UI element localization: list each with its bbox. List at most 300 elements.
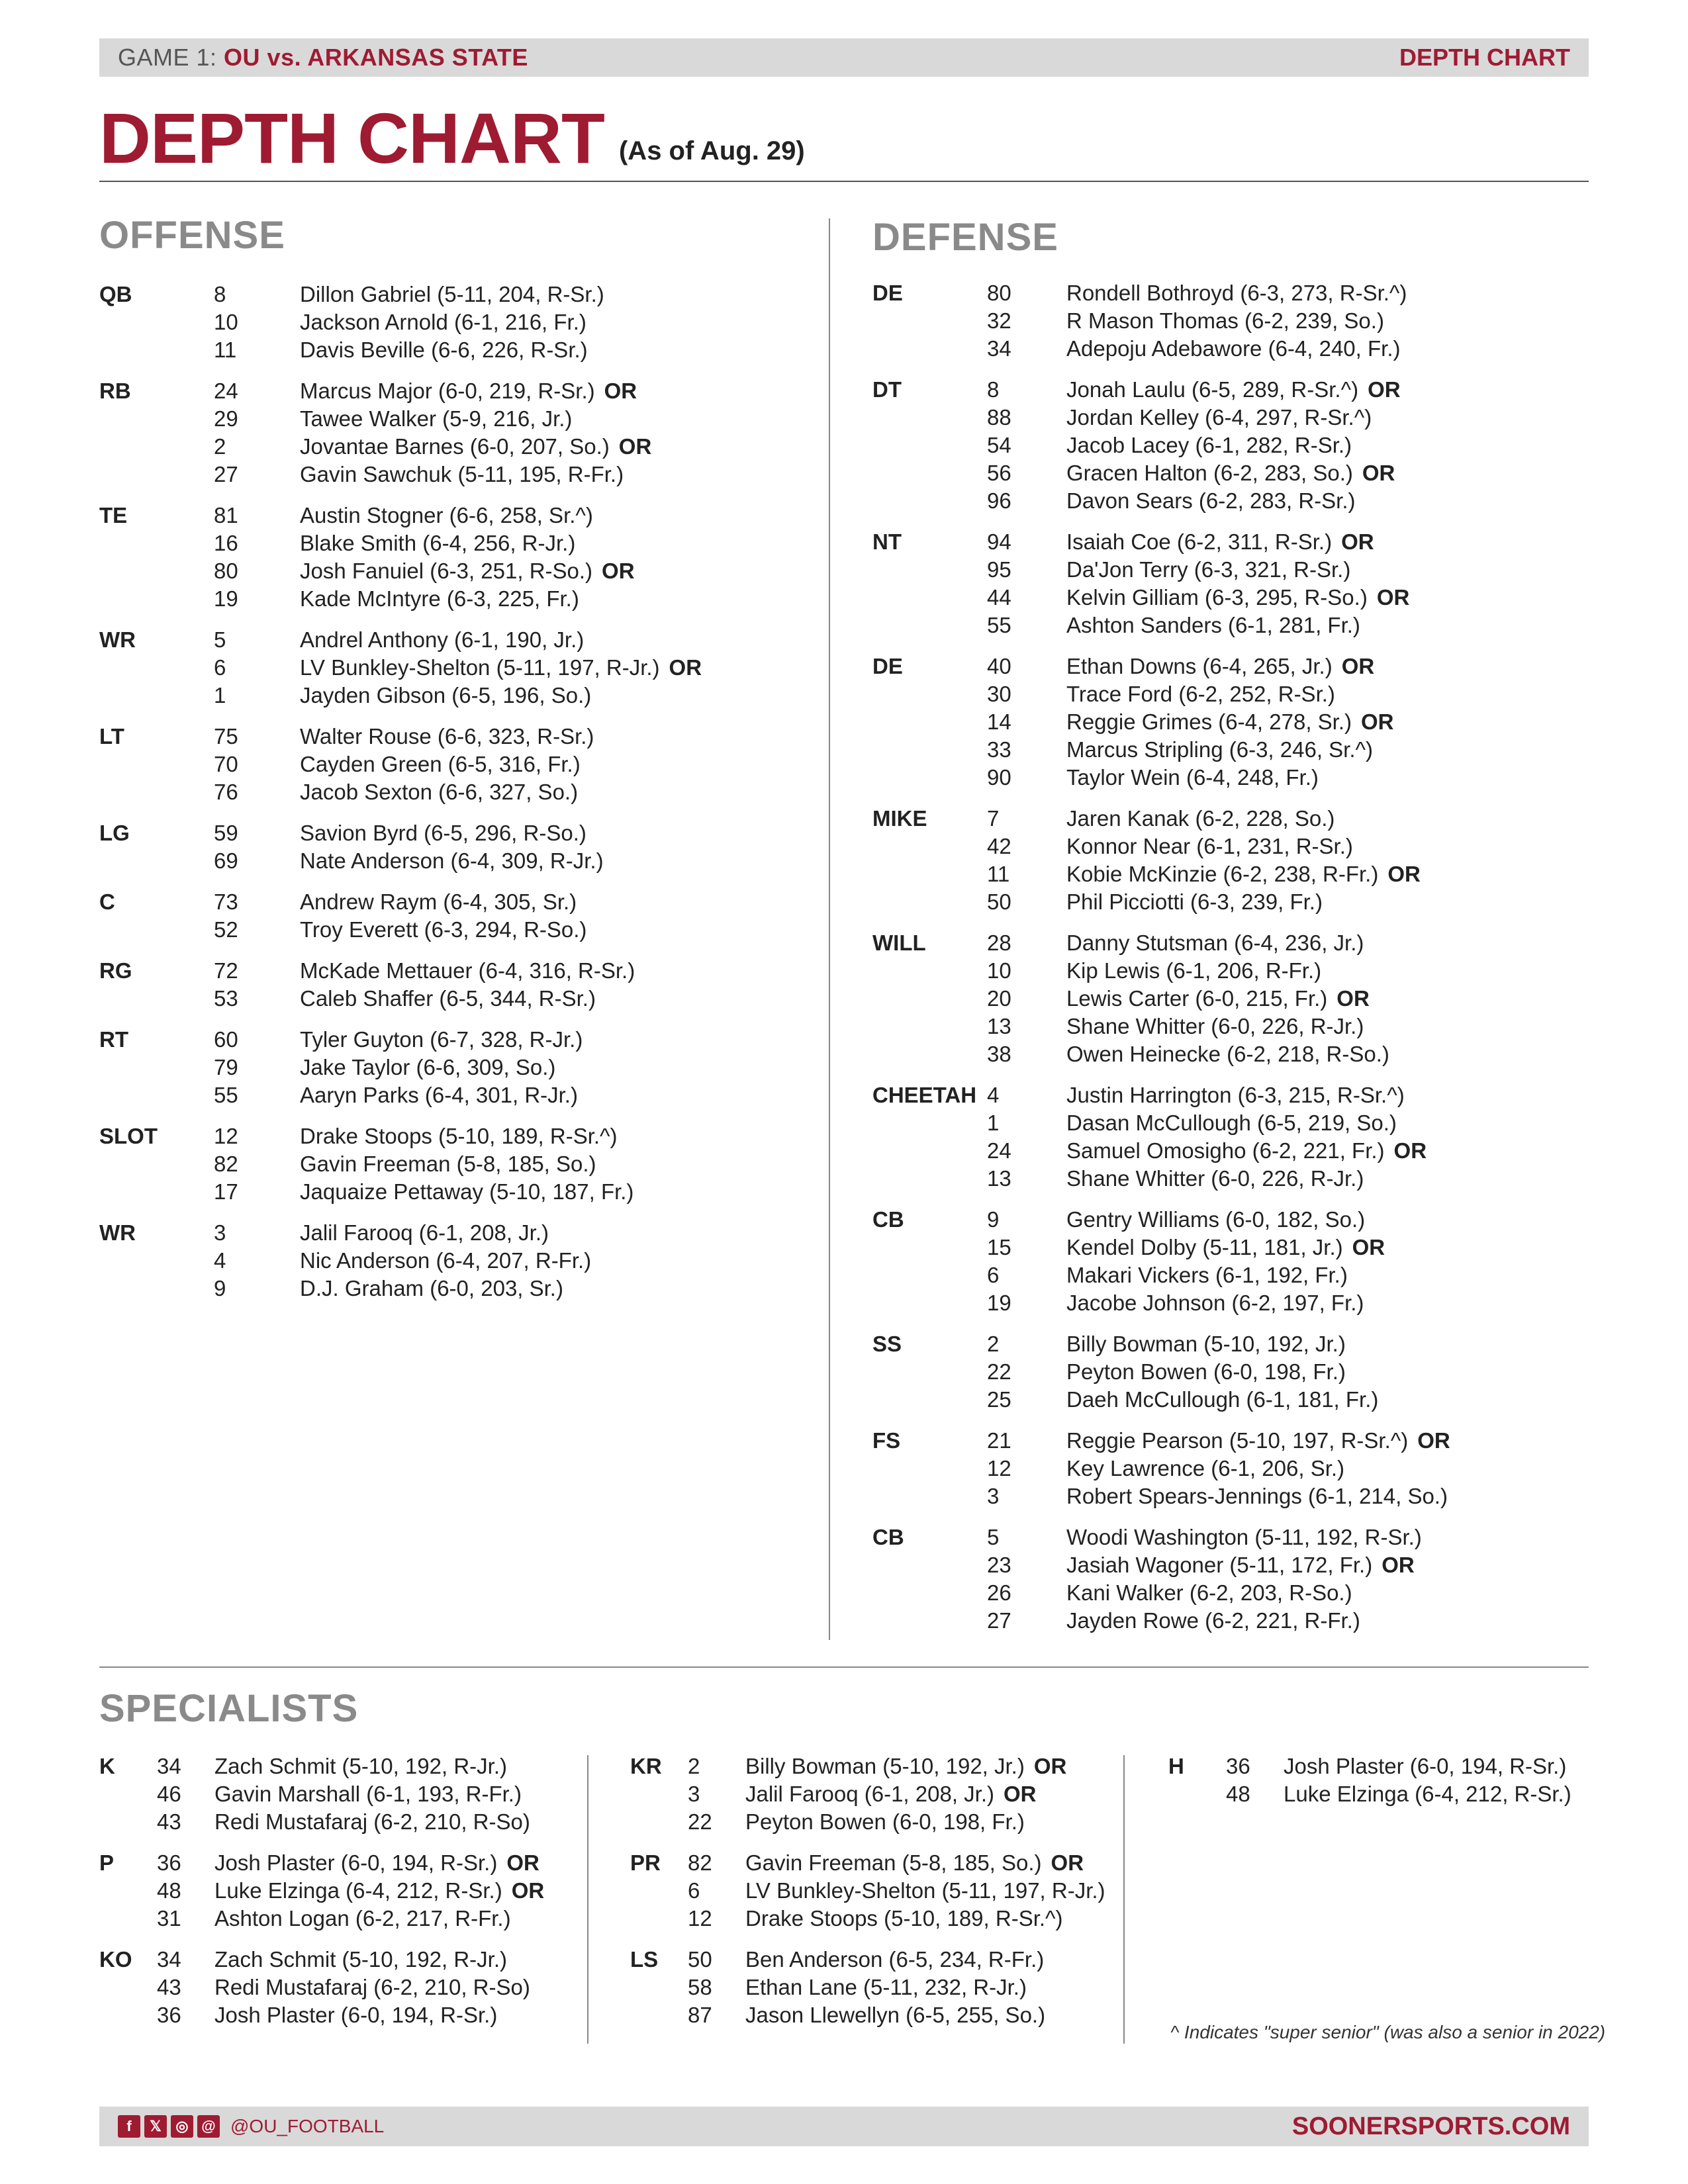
player-info: Peyton Bowen (6-0, 198, Fr.)	[745, 1809, 1025, 1834]
player-row	[872, 1482, 1450, 1510]
or-label: OR	[1382, 1553, 1415, 1577]
position-label	[99, 1877, 157, 1905]
position-label	[99, 1275, 214, 1302]
position-label: WR	[99, 1220, 136, 1245]
position-label	[872, 584, 987, 612]
jersey-number: 60	[214, 1027, 238, 1052]
player-row	[99, 1849, 544, 1877]
position-label	[1168, 1780, 1226, 1808]
jersey-number: 10	[214, 310, 238, 334]
player-row	[630, 1808, 1105, 1836]
position-label	[872, 1358, 987, 1386]
defense-group-nt	[872, 528, 1450, 639]
specialists-group-ko	[99, 1946, 544, 2029]
group-spacer	[99, 709, 702, 723]
player-row	[1168, 1752, 1571, 1780]
player-info: Kani Walker (6-2, 203, R-So.)	[1066, 1580, 1352, 1605]
player-info: Jonah Laulu (6-5, 289, R-Sr.^)	[1066, 377, 1359, 402]
position-label: LT	[99, 724, 124, 749]
player-info: Da'Jon Terry (6-3, 321, R-Sr.)	[1066, 557, 1351, 582]
player-info: Walter Rouse (6-6, 323, R-Sr.)	[300, 724, 594, 749]
jersey-number: 94	[987, 529, 1011, 554]
player-info: Tyler Guyton (6-7, 328, R-Jr.)	[300, 1027, 583, 1052]
group-spacer	[99, 1836, 544, 1849]
group-spacer	[872, 1510, 1450, 1524]
jersey-number: 34	[157, 1754, 181, 1778]
position-label	[630, 2001, 688, 2029]
position-label	[99, 461, 214, 488]
position-label	[872, 1109, 987, 1137]
position-label	[99, 2001, 157, 2029]
player-info: Woodi Washington (5-11, 192, R-Sr.)	[1066, 1525, 1422, 1549]
offense-group-wr	[99, 626, 702, 709]
threads-icon[interactable]: @	[197, 2115, 220, 2138]
player-row	[872, 957, 1450, 985]
defense-group-dt	[872, 376, 1450, 515]
position-label	[872, 888, 987, 916]
offense-group-te	[99, 502, 702, 613]
defense-group-fs	[872, 1427, 1450, 1510]
group-spacer	[99, 1206, 702, 1219]
position-label	[99, 1081, 214, 1109]
player-info: Marcus Major (6-0, 219, R-Sr.)	[300, 379, 595, 403]
player-info: Ashton Sanders (6-1, 281, Fr.)	[1066, 613, 1360, 637]
player-info: Troy Everett (6-3, 294, R-So.)	[300, 917, 587, 942]
position-label	[872, 1482, 987, 1510]
page-subtitle: (As of Aug. 29)	[618, 136, 805, 165]
player-info: Shane Whitter (6-0, 226, R-Jr.)	[1066, 1166, 1364, 1191]
player-row	[99, 1877, 544, 1905]
player-row	[872, 985, 1450, 1013]
position-label	[99, 308, 214, 336]
jersey-number: 21	[987, 1428, 1011, 1453]
jersey-number: 22	[688, 1809, 712, 1834]
position-label	[99, 585, 214, 613]
jersey-number: 69	[214, 848, 238, 873]
player-row	[872, 1579, 1450, 1607]
player-row	[872, 528, 1450, 556]
player-info: Luke Elzinga (6-4, 212, R-Sr.)	[214, 1878, 502, 1903]
player-row	[872, 680, 1450, 708]
player-info: Shane Whitter (6-0, 226, R-Jr.)	[1066, 1014, 1364, 1038]
player-info: Tawee Walker (5-9, 216, Jr.)	[300, 406, 573, 431]
player-row	[99, 751, 702, 778]
player-row	[99, 1178, 702, 1206]
instagram-icon[interactable]: ◎	[171, 2115, 193, 2138]
player-info: Zach Schmit (5-10, 192, R-Jr.)	[214, 1754, 507, 1778]
player-row	[99, 723, 702, 751]
player-info: Jaren Kanak (6-2, 228, So.)	[1066, 806, 1335, 831]
defense-heading: DEFENSE	[872, 216, 1058, 259]
jersey-number: 32	[987, 308, 1011, 333]
specialists-group-h	[1168, 1752, 1571, 1808]
column-divider	[829, 218, 830, 1640]
position-label	[872, 957, 987, 985]
position-label: DT	[872, 377, 902, 402]
or-label: OR	[1376, 585, 1410, 610]
jersey-number: 25	[987, 1387, 1011, 1412]
jersey-number: 80	[214, 559, 238, 583]
jersey-number: 48	[157, 1878, 181, 1903]
player-info: Justin Harrington (6-3, 215, R-Sr.^)	[1066, 1083, 1405, 1107]
position-label	[99, 778, 214, 806]
or-label: OR	[1352, 1235, 1385, 1259]
position-label	[99, 916, 214, 944]
player-info: Dasan McCullough (6-5, 219, So.)	[1066, 1111, 1397, 1135]
site-link[interactable]: SOONERSPORTS.COM	[1291, 2112, 1570, 2140]
or-label: OR	[618, 434, 652, 459]
jersey-number: 27	[987, 1608, 1011, 1633]
or-label: OR	[1051, 1850, 1084, 1875]
jersey-number: 90	[987, 765, 1011, 790]
offense-group-lt	[99, 723, 702, 806]
player-row	[99, 281, 702, 308]
position-label	[99, 751, 214, 778]
jersey-number: 53	[214, 986, 238, 1011]
jersey-number: 26	[987, 1580, 1011, 1605]
offense-group-lg	[99, 819, 702, 875]
offense-group-rb	[99, 377, 702, 488]
position-label	[630, 1877, 688, 1905]
player-row	[99, 1219, 702, 1247]
jersey-number: 34	[987, 336, 1011, 361]
position-label	[872, 985, 987, 1013]
position-label: QB	[99, 282, 132, 306]
jersey-number: 40	[987, 654, 1011, 678]
player-info: Kobie McKinzie (6-2, 238, R-Fr.)	[1066, 862, 1379, 886]
offense-group-rg	[99, 957, 702, 1013]
player-row	[630, 1877, 1105, 1905]
jersey-number: 13	[987, 1014, 1011, 1038]
player-info: Jacob Lacey (6-1, 282, R-Sr.)	[1066, 433, 1352, 457]
group-spacer	[99, 488, 702, 502]
player-row	[872, 376, 1450, 404]
position-label	[872, 556, 987, 584]
facebook-icon[interactable]: f	[118, 2115, 140, 2138]
player-row	[99, 985, 702, 1013]
group-spacer	[872, 363, 1450, 376]
player-info: Ethan Downs (6-4, 265, Jr.)	[1066, 654, 1333, 678]
player-info: Owen Heinecke (6-2, 218, R-So.)	[1066, 1042, 1389, 1066]
or-label: OR	[1336, 986, 1370, 1011]
position-label	[872, 1165, 987, 1193]
player-info: Gracen Halton (6-2, 283, So.)	[1066, 461, 1353, 485]
offense-group-qb	[99, 281, 702, 364]
jersey-number: 56	[987, 461, 1011, 485]
player-info: Jordan Kelley (6-4, 297, R-Sr.^)	[1066, 405, 1372, 430]
jersey-number: 8	[987, 377, 1000, 402]
player-info: Jayden Rowe (6-2, 221, R-Fr.)	[1066, 1608, 1360, 1633]
jersey-number: 96	[987, 488, 1011, 513]
jersey-number: 19	[214, 586, 238, 611]
group-spacer	[872, 916, 1450, 929]
player-row	[872, 584, 1450, 612]
position-label: WILL	[872, 931, 926, 955]
position-label	[872, 1040, 987, 1068]
player-row	[99, 502, 702, 529]
x-icon[interactable]: 𝕏	[144, 2115, 167, 2138]
specialists-group-kr	[630, 1752, 1105, 1836]
player-info: Isaiah Coe (6-2, 311, R-Sr.)	[1066, 529, 1333, 554]
player-row	[99, 336, 702, 364]
position-label	[99, 1780, 157, 1808]
player-row	[99, 308, 702, 336]
group-spacer	[872, 1414, 1450, 1427]
player-info: Robert Spears-Jennings (6-1, 214, So.)	[1066, 1484, 1448, 1508]
player-info: Jovantae Barnes (6-0, 207, So.)	[300, 434, 610, 459]
position-label: MIKE	[872, 806, 927, 831]
position-label	[872, 459, 987, 487]
jersey-number: 5	[987, 1525, 1000, 1549]
player-row	[872, 1165, 1450, 1193]
group-spacer	[99, 875, 702, 888]
player-row	[872, 612, 1450, 639]
position-label: DE	[872, 281, 903, 305]
position-label	[872, 708, 987, 736]
defense-group-de	[872, 653, 1450, 792]
jersey-number: 43	[157, 1809, 181, 1834]
or-label: OR	[1033, 1754, 1067, 1778]
player-info: Josh Plaster (6-0, 194, R-Sr.)	[214, 2003, 498, 2027]
specialists-divider-1	[587, 1755, 588, 2044]
player-info: Lewis Carter (6-0, 215, Fr.)	[1066, 986, 1328, 1011]
position-label	[630, 1808, 688, 1836]
position-label	[872, 1013, 987, 1040]
player-info: Drake Stoops (5-10, 189, R-Sr.^)	[300, 1124, 618, 1148]
player-row	[99, 529, 702, 557]
position-label	[99, 654, 214, 682]
player-row	[99, 847, 702, 875]
defense-group-cheetah	[872, 1081, 1450, 1193]
position-label	[99, 1974, 157, 2001]
player-row	[99, 778, 702, 806]
player-info: Josh Plaster (6-0, 194, R-Sr.)	[214, 1850, 498, 1875]
jersey-number: 50	[688, 1947, 712, 1972]
player-row	[99, 1905, 544, 1933]
position-label	[99, 557, 214, 585]
player-row	[99, 405, 702, 433]
jersey-number: 7	[987, 806, 1000, 831]
player-info: Davis Beville (6-6, 226, R-Sr.)	[300, 338, 588, 362]
player-info: Kendel Dolby (5-11, 181, Jr.)	[1066, 1235, 1343, 1259]
position-label	[99, 985, 214, 1013]
jersey-number: 12	[688, 1906, 712, 1931]
player-row	[872, 1427, 1450, 1455]
jersey-number: 3	[987, 1484, 1000, 1508]
social-handle[interactable]: @OU_FOOTBALL	[230, 2116, 385, 2136]
position-label: SLOT	[99, 1124, 158, 1148]
player-info: Reggie Grimes (6-4, 278, Sr.)	[1066, 709, 1352, 734]
jersey-number: 4	[214, 1248, 226, 1273]
jersey-number: 34	[157, 1947, 181, 1972]
player-info: Kelvin Gilliam (6-3, 295, R-So.)	[1066, 585, 1368, 610]
jersey-number: 80	[987, 281, 1011, 305]
specialists-divider	[99, 1666, 1589, 1668]
player-info: Jayden Gibson (6-5, 196, So.)	[300, 683, 592, 707]
player-info: Gavin Freeman (5-8, 185, So.)	[745, 1850, 1042, 1875]
jersey-number: 44	[987, 585, 1011, 610]
group-spacer	[99, 944, 702, 957]
specialists-column-3	[1168, 1752, 1571, 1808]
jersey-number: 42	[987, 834, 1011, 858]
player-info: Gavin Sawchuk (5-11, 195, R-Fr.)	[300, 462, 624, 486]
jersey-number: 30	[987, 682, 1011, 706]
jersey-number: 33	[987, 737, 1011, 762]
player-info: LV Bunkley-Shelton (5-11, 197, R-Jr.)	[745, 1878, 1105, 1903]
player-info: Jacob Sexton (6-6, 327, So.)	[300, 780, 579, 804]
player-row	[99, 1026, 702, 1054]
jersey-number: 54	[987, 433, 1011, 457]
player-row	[872, 1455, 1450, 1482]
position-label: TE	[99, 503, 128, 527]
player-info: R Mason Thomas (6-2, 239, So.)	[1066, 308, 1384, 333]
jersey-number: 70	[214, 752, 238, 776]
position-label	[872, 736, 987, 764]
player-info: Jaquaize Pettaway (5-10, 187, Fr.)	[300, 1179, 634, 1204]
player-row	[99, 433, 702, 461]
jersey-number: 36	[157, 1850, 181, 1875]
position-label	[872, 1579, 987, 1607]
position-label	[99, 336, 214, 364]
player-info: Nic Anderson (6-4, 207, R-Fr.)	[300, 1248, 592, 1273]
player-row	[872, 1234, 1450, 1261]
player-row	[872, 1386, 1450, 1414]
player-row	[872, 1013, 1450, 1040]
player-row	[99, 461, 702, 488]
position-label	[630, 1905, 688, 1933]
jersey-number: 82	[214, 1152, 238, 1176]
player-info: Redi Mustafaraj (6-2, 210, R-So)	[214, 1809, 530, 1834]
jersey-number: 10	[987, 958, 1011, 983]
jersey-number: 1	[987, 1111, 1000, 1135]
player-row	[872, 279, 1450, 307]
player-row	[872, 888, 1450, 916]
offense-heading: OFFENSE	[99, 214, 285, 257]
player-info: Reggie Pearson (5-10, 197, R-Sr.^)	[1066, 1428, 1409, 1453]
offense-group-wr	[99, 1219, 702, 1302]
player-info: Konnor Near (6-1, 231, R-Sr.)	[1066, 834, 1353, 858]
player-row	[872, 404, 1450, 432]
player-row	[630, 1905, 1105, 1933]
player-row	[872, 335, 1450, 363]
player-info: Makari Vickers (6-1, 192, Fr.)	[1066, 1263, 1348, 1287]
jersey-number: 50	[987, 889, 1011, 914]
or-label: OR	[1362, 461, 1395, 485]
position-label	[872, 680, 987, 708]
position-label	[99, 847, 214, 875]
player-row	[99, 819, 702, 847]
position-label: CHEETAH	[872, 1083, 977, 1107]
section-label: DEPTH CHART	[1399, 44, 1570, 71]
position-label	[872, 335, 987, 363]
player-info: Ashton Logan (6-2, 217, R-Fr.)	[214, 1906, 511, 1931]
jersey-number: 48	[1226, 1782, 1250, 1806]
player-info: Gentry Williams (6-0, 182, So.)	[1066, 1207, 1366, 1232]
jersey-number: 36	[1226, 1754, 1250, 1778]
position-label	[99, 1150, 214, 1178]
player-row	[99, 1081, 702, 1109]
position-label: WR	[99, 627, 136, 652]
jersey-number: 19	[987, 1291, 1011, 1315]
player-info: Jalil Farooq (6-1, 208, Jr.)	[300, 1220, 549, 1245]
position-label: RT	[99, 1027, 128, 1052]
specialists-group-k	[99, 1752, 544, 1836]
player-row	[872, 653, 1450, 680]
player-info: Caleb Shaffer (6-5, 344, R-Sr.)	[300, 986, 596, 1011]
player-info: Rondell Bothroyd (6-3, 273, R-Sr.^)	[1066, 281, 1407, 305]
player-info: Austin Stogner (6-6, 258, Sr.^)	[300, 503, 593, 527]
offense-group-c	[99, 888, 702, 944]
specialists-group-ls	[630, 1946, 1105, 2029]
offense-group-rt	[99, 1026, 702, 1109]
player-row	[99, 585, 702, 613]
player-row	[872, 1137, 1450, 1165]
group-spacer	[872, 792, 1450, 805]
player-info: Redi Mustafaraj (6-2, 210, R-So)	[214, 1975, 530, 1999]
player-row	[872, 1261, 1450, 1289]
player-row	[872, 1524, 1450, 1551]
player-row	[872, 1040, 1450, 1068]
position-label: NT	[872, 529, 902, 554]
jersey-number: 4	[987, 1083, 1000, 1107]
player-info: Jasiah Wagoner (5-11, 172, Fr.)	[1066, 1553, 1373, 1577]
jersey-number: 73	[214, 889, 238, 914]
player-info: Billy Bowman (5-10, 192, Jr.)	[745, 1754, 1025, 1778]
defense-group-mike	[872, 805, 1450, 916]
position-label	[99, 529, 214, 557]
jersey-number: 55	[214, 1083, 238, 1107]
position-label	[99, 433, 214, 461]
player-info: Kade McIntyre (6-3, 225, Fr.)	[300, 586, 579, 611]
or-label: OR	[506, 1850, 539, 1875]
group-spacer	[99, 1109, 702, 1122]
specialists-divider-2	[1123, 1755, 1125, 2044]
position-label	[872, 1289, 987, 1317]
jersey-number: 9	[987, 1207, 1000, 1232]
specialists-column-1	[99, 1752, 544, 2029]
position-label	[872, 1551, 987, 1579]
group-spacer	[630, 1933, 1105, 1946]
jersey-number: 2	[214, 434, 226, 459]
footnote: ^ Indicates "super senior" (was also a senior in 2022)	[1170, 2022, 1606, 2042]
player-row	[872, 432, 1450, 459]
player-info: Josh Plaster (6-0, 194, R-Sr.)	[1284, 1754, 1567, 1778]
jersey-number: 17	[214, 1179, 238, 1204]
player-row	[99, 888, 702, 916]
or-label: OR	[1341, 654, 1375, 678]
group-spacer	[872, 639, 1450, 653]
player-info: LV Bunkley-Shelton (5-11, 197, R-Jr.)	[300, 655, 660, 680]
player-info: Gavin Marshall (6-1, 193, R-Fr.)	[214, 1782, 522, 1806]
specialists-group-pr	[630, 1849, 1105, 1933]
jersey-number: 46	[157, 1782, 181, 1806]
jersey-number: 52	[214, 917, 238, 942]
jersey-number: 11	[987, 862, 1010, 886]
jersey-number: 22	[987, 1359, 1011, 1384]
position-label: RB	[99, 379, 131, 403]
jersey-number: 28	[987, 931, 1011, 955]
group-spacer	[99, 806, 702, 819]
position-label	[872, 432, 987, 459]
player-info: D.J. Graham (6-0, 203, Sr.)	[300, 1276, 563, 1300]
defense-group-will	[872, 929, 1450, 1068]
jersey-number: 95	[987, 557, 1011, 582]
player-info: Marcus Stripling (6-3, 246, Sr.^)	[1066, 737, 1373, 762]
jersey-number: 87	[688, 2003, 712, 2027]
player-row	[99, 654, 702, 682]
footer-bar	[99, 2107, 1589, 2146]
jersey-number: 59	[214, 821, 238, 845]
